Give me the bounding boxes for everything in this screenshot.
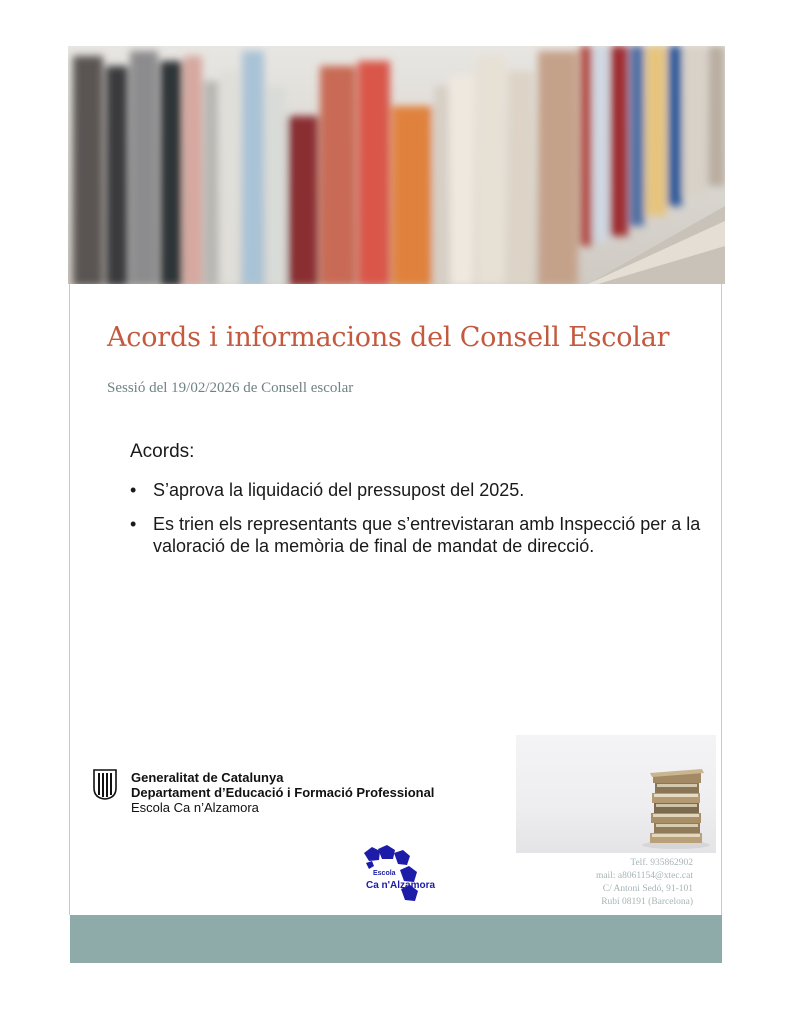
bullet-icon: • <box>130 514 137 534</box>
list-item-text: Es trien els representants que s’entrevistaran amb Inspecció per a la valoració de la memòria de final de mandat de direcció. <box>153 514 701 556</box>
school-logo-name: Ca n'Alzamora <box>366 880 436 891</box>
agreements-list <box>130 479 710 569</box>
contact-info <box>596 857 693 909</box>
list-item <box>130 479 710 501</box>
list-item-text: S’aprova la liquidació del pressupost del 2025. <box>153 480 525 500</box>
contact-city: Rubí 08191 (Barcelona) <box>601 897 693 907</box>
school-logo-small-text: Escola <box>373 870 396 877</box>
list-item <box>130 513 710 557</box>
contact-phone: Telf. 935862902 <box>630 858 693 868</box>
session-subtitle: Sessió del 19/02/2026 de Consell escolar <box>107 380 354 396</box>
book-stack-photo <box>516 735 716 853</box>
contact-mail: mail: a8061154@xtec.cat <box>595 871 693 881</box>
department-name: Departament d’Educació i Formació Professional <box>131 785 435 800</box>
agreements-heading: Acords: <box>130 441 195 462</box>
page-title: Acords i informacions del Consell Escolar <box>107 322 670 353</box>
book-stack-icon <box>516 735 716 853</box>
generalitat-emblem-icon <box>92 768 118 800</box>
institution-text <box>131 770 491 815</box>
government-name: Generalitat de Catalunya <box>131 770 284 785</box>
bullet-icon: • <box>130 480 137 500</box>
footer-band <box>70 915 722 963</box>
header-bookshelf-photo <box>68 46 725 284</box>
school-name: Escola Ca n’Alzamora <box>131 800 259 815</box>
bookshelf-image <box>68 46 725 284</box>
contact-address: C/ Antoni Sedó, 91-101 <box>602 884 693 894</box>
